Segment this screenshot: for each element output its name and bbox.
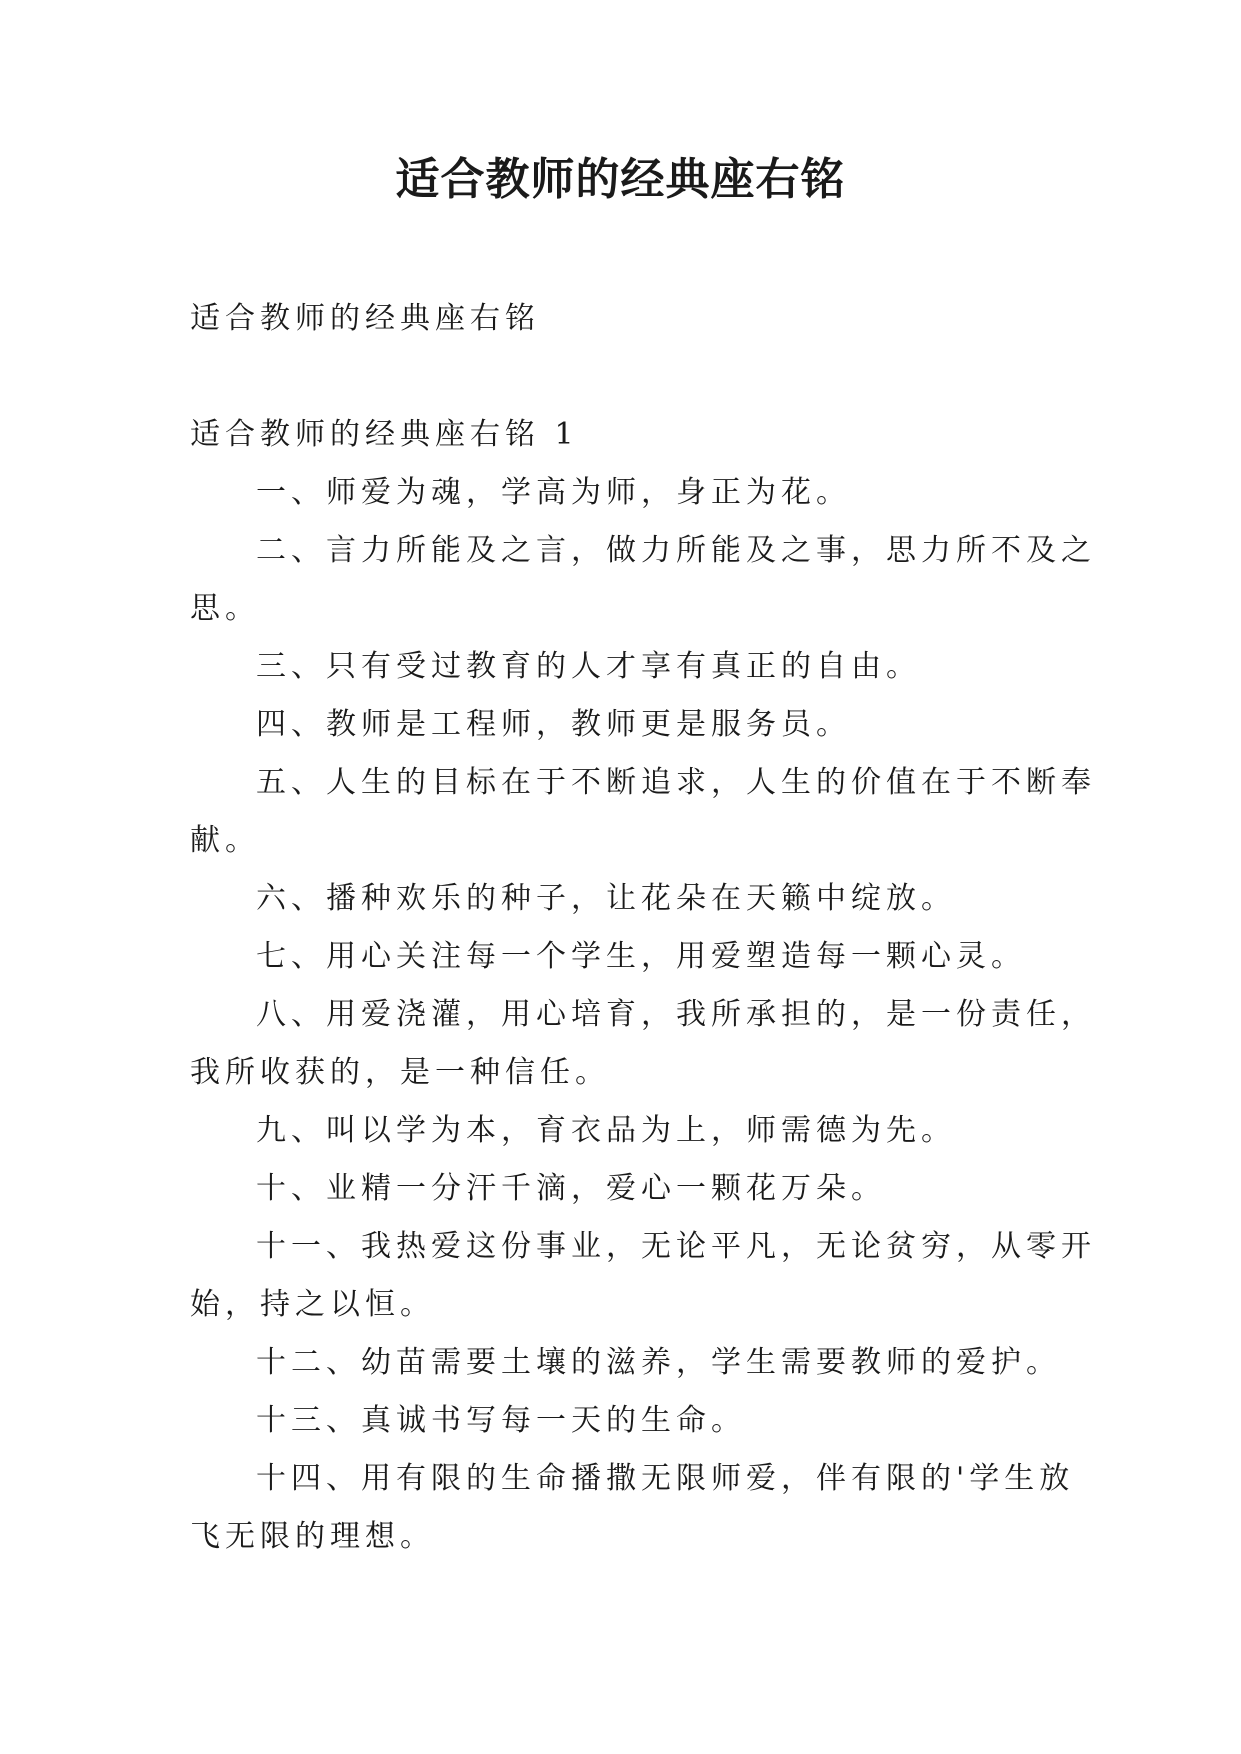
paragraph-line: 思。 [190,591,260,626]
paragraph-line: 我所收获的，是一种信任。 [190,1055,610,1090]
paragraph-line: 十二、幼苗需要土壤的滋养，学生需要教师的爱护。 [256,1345,1061,1380]
paragraph-line: 六、播种欢乐的种子，让花朵在天籁中绽放。 [256,881,956,916]
paragraph-line: 五、人生的目标在于不断追求，人生的价值在于不断奉 [256,765,1096,800]
paragraph-line: 十、业精一分汗千滴，爱心一颗花万朵。 [256,1171,886,1206]
paragraph-line: 十一、我热爱这份事业，无论平凡，无论贫穷，从零开 [256,1229,1096,1264]
paragraph-line: 献。 [190,823,260,858]
paragraph-line: 七、用心关注每一个学生，用爱塑造每一颗心灵。 [256,939,1026,974]
paragraph-line: 一、师爱为魂，学高为师，身正为花。 [256,475,851,510]
document-title: 适合教师的经典座右铭 [395,154,846,205]
paragraph-line: 三、只有受过教育的人才享有真正的自由。 [256,649,921,684]
paragraph-line: 八、用爱浇灌，用心培育，我所承担的，是一份责任， [256,997,1096,1032]
paragraph-line: 始，持之以恒。 [190,1287,435,1322]
paragraph-line: 十四、用有限的生命播撒无限师爱，伴有限的'学生放 [256,1461,1075,1496]
paragraph-line: 十三、真诚书写每一天的生命。 [256,1403,746,1438]
document-subtitle: 适合教师的经典座右铭 [190,301,540,336]
paragraph-line: 九、叫以学为本，育衣品为上，师需德为先。 [256,1113,956,1148]
paragraph-line: 四、教师是工程师，教师更是服务员。 [256,707,851,742]
paragraph-line: 二、言力所能及之言，做力所能及之事，思力所不及之 [256,533,1096,568]
paragraph-line: 飞无限的理想。 [190,1519,435,1554]
section-heading: 适合教师的经典座右铭 1 [190,417,579,452]
document-body [190,290,1096,1566]
